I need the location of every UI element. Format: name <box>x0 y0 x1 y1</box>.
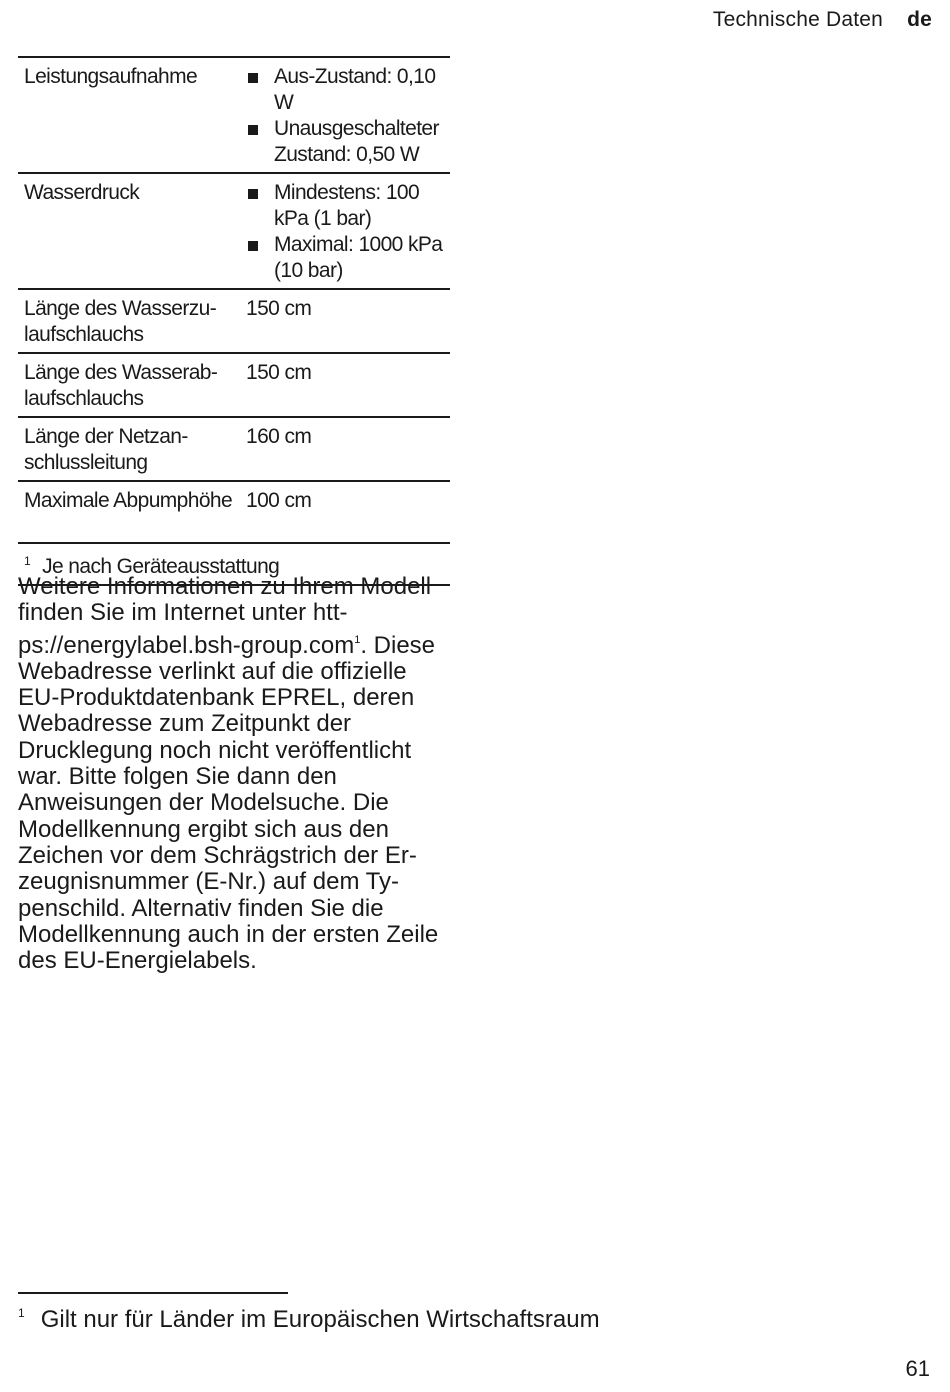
row-label: Leistungsaufnahme <box>18 57 240 173</box>
table-row <box>18 289 450 353</box>
table-row <box>18 57 450 173</box>
footnote-mark: 1 <box>24 554 31 568</box>
row-label: Länge des Wasserzulaufschlauchs <box>18 289 240 353</box>
row-label: Länge der Netzanschlussleitung <box>18 417 240 481</box>
row-label: Länge des Wasserablaufschlauchs <box>18 353 240 417</box>
row-value <box>240 173 450 289</box>
bullet-list <box>246 180 444 284</box>
row-value: 100 cm <box>240 481 450 543</box>
row-value: 150 cm <box>240 353 450 417</box>
page-number: 61 <box>905 1356 930 1381</box>
table-row <box>18 481 450 543</box>
table-row <box>18 417 450 481</box>
footnote-text: Gilt nur für Länder im Europäischen Wirtschaftsraum <box>40 1306 600 1333</box>
footnote-text: Je nach Geräteausstattung <box>42 555 280 578</box>
row-value: 160 cm <box>240 417 450 481</box>
list-item: Unausgeschalteter Zustand: 0,50 W <box>246 116 444 168</box>
paragraph-text-start: Weitere Informationen zu Ihrem Modell finden Sie im Internet unter https://energylabel.bsh-group.com <box>18 573 432 659</box>
paragraph-text-end: . Diese Webadresse verlinkt auf die offizielle EU-Produktdatenbank EPREL, deren Webadresse zum Zeitpunkt der Drucklegung noch nicht veröffentlicht war. Bitte folgen Sie dann den Anweisungen der Modelsuche. Die Modellkennung ergibt sich aus den Zeichen vor dem Schrägstrich der Erzeugnisnummer (E-Nr.) auf dem Typenschild. Alternativ finden Sie die Modellkennung auch in der ersten Zeile des EU-Energielabels. <box>18 631 439 975</box>
row-label: Wasserdruck <box>18 173 240 289</box>
footnote-mark: 1 <box>18 1306 25 1320</box>
row-value: 150 cm <box>240 289 450 353</box>
page-header <box>713 8 932 32</box>
footnote-reference: 1 <box>354 633 361 646</box>
bullet-list <box>246 64 444 168</box>
list-item: Maximal: 1000 kPa (10 bar) <box>246 232 444 284</box>
table-row <box>18 353 450 417</box>
list-item: Aus-Zustand: 0,10 W <box>246 64 444 116</box>
row-label: Maximale Abpumphöhe <box>18 481 240 543</box>
list-item: Mindestens: 100 kPa (1 bar) <box>246 180 444 232</box>
language-code: de <box>907 8 932 31</box>
footnote-divider <box>18 1292 288 1294</box>
row-value <box>240 57 450 173</box>
info-paragraph <box>18 574 454 974</box>
page-footnote <box>18 1306 600 1334</box>
table-row <box>18 173 450 289</box>
section-title: Technische Daten <box>712 8 884 31</box>
technical-data-table <box>18 56 450 586</box>
